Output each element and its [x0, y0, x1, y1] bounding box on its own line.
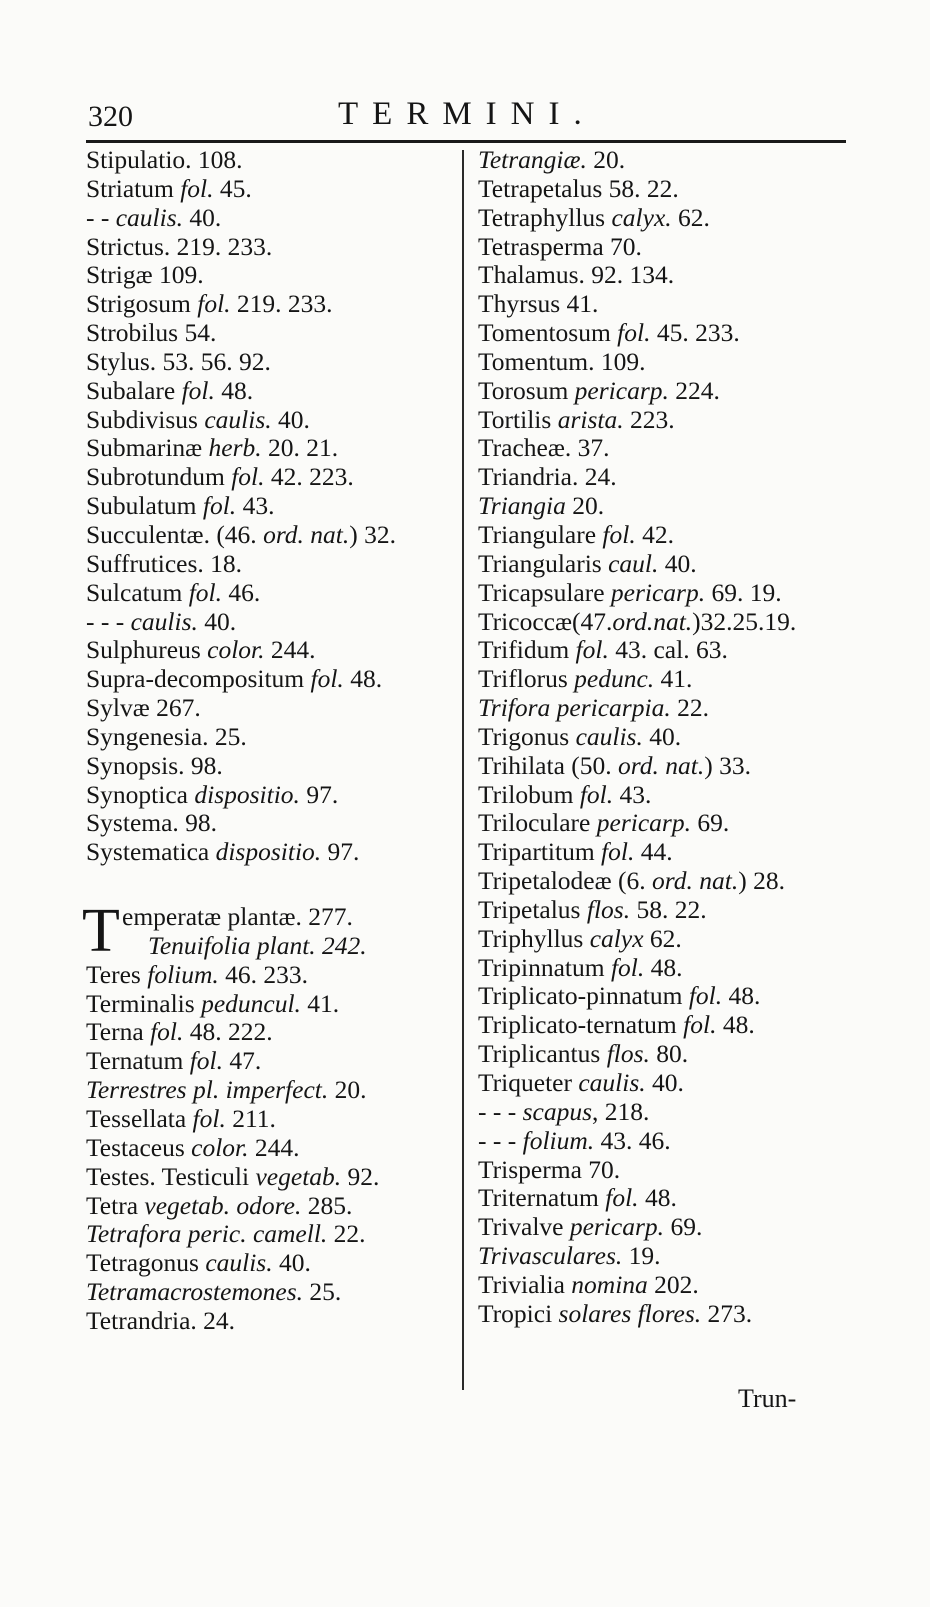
entry-reference: ) 32. [349, 519, 396, 549]
index-entry [478, 377, 850, 406]
entry-qualifier: caulis. [204, 404, 272, 434]
entry-term: Triangulare [478, 519, 603, 549]
entry-qualifier: caul. [608, 548, 659, 578]
entry-reference: 58. 22. [630, 894, 707, 924]
index-entry [86, 175, 458, 204]
index-entry [86, 1249, 458, 1278]
index-entry [86, 1076, 458, 1105]
entry-qualifier: Tetrangiæ. [478, 145, 587, 174]
index-entry [478, 954, 850, 983]
index-entry [86, 636, 458, 665]
entry-reference: ) 33. [704, 750, 751, 780]
entry-qualifier: Tetrafora peric. camell. [86, 1219, 328, 1249]
entry-term: Trihilata (50. [478, 750, 619, 780]
index-entry [478, 233, 850, 262]
entry-term: Trivalve [478, 1212, 570, 1242]
entry-term: Trisperma 70. [478, 1154, 621, 1184]
entry-term: Strigosum [86, 289, 198, 319]
entry-term: Testaceus [86, 1132, 192, 1162]
index-entry [478, 1300, 850, 1329]
entry-qualifier: folium. [522, 1125, 595, 1155]
index-entry [478, 348, 850, 377]
entry-reference: 20. [586, 145, 626, 174]
entry-term: Tetra [86, 1190, 145, 1220]
entry-term: Terminalis [86, 988, 202, 1018]
index-entry [86, 348, 458, 377]
entry-term: Syngenesia. 25. [86, 721, 247, 751]
index-entry [86, 377, 458, 406]
index-entry [478, 1242, 850, 1271]
entry-qualifier: color. [207, 635, 265, 665]
entry-term: Tripartitum [478, 837, 602, 867]
header-rule [86, 140, 846, 143]
entry-term: Tripetalus [478, 894, 587, 924]
entry-term: Systematica [86, 837, 216, 867]
entry-qualifier: pedunc. [574, 664, 655, 694]
entry-reference: 69. [690, 808, 730, 838]
index-entry [86, 1105, 458, 1134]
entry-qualifier: arista. [557, 404, 624, 434]
entry-reference: 97. [299, 779, 339, 809]
entry-qualifier: fol. [197, 289, 231, 319]
entry-qualifier: flos. [586, 894, 631, 924]
index-entry [86, 1163, 458, 1192]
entry-reference: 219. 233. [230, 289, 333, 319]
entry-reference: 202. [647, 1269, 699, 1299]
entry-term: Supra-decompositum [86, 664, 311, 694]
index-entry [478, 1184, 850, 1213]
index-entry [478, 434, 850, 463]
entry-qualifier: ord. nat. [652, 866, 739, 896]
index-entry [86, 233, 458, 262]
entry-qualifier: fol. [181, 375, 215, 405]
entry-reference: 20. [328, 1075, 367, 1105]
entry-qualifier: calyx [589, 923, 644, 953]
entry-term: Tracheæ. 37. [478, 433, 610, 463]
entry-qualifier: fol. [688, 981, 723, 1011]
index-entry [86, 608, 458, 637]
left-column [82, 145, 458, 1336]
entry-reference: 48. [644, 952, 683, 982]
index-entry [86, 809, 458, 838]
entry-reference: 92. [341, 1161, 380, 1191]
entry-term: Thalamus. 92. 134. [478, 260, 675, 290]
entry-reference: 48. [716, 1010, 755, 1040]
entry-term: Submarinæ [86, 433, 209, 463]
entry-reference: 48. [214, 375, 254, 405]
entry-qualifier: fol. [610, 952, 645, 982]
index-entry [86, 990, 458, 1019]
entry-reference: 47. [223, 1046, 262, 1076]
entry-term: Stylus. 53. 56. 92. [86, 346, 271, 376]
index-entry [86, 752, 458, 781]
right-column [478, 146, 850, 1329]
entry-qualifier: ord.nat. [612, 606, 693, 636]
entry-qualifier: ord. nat. [263, 519, 350, 549]
page-number: 320 [88, 100, 133, 133]
index-entry [86, 550, 458, 579]
entry-reference: 46. 233. [218, 959, 309, 989]
entry-reference: 48. [722, 981, 761, 1011]
entry-term: Tripetalodeæ (6. [478, 866, 653, 896]
entry-term: Tortilis [478, 404, 558, 434]
entry-reference: 42. [635, 519, 674, 549]
index-entry [86, 463, 458, 492]
entry-qualifier: peduncul. [201, 988, 301, 1018]
entry-reference: 43. [613, 779, 652, 809]
index-entry [478, 982, 850, 1011]
index-entry [86, 319, 458, 348]
entry-term: Striatum [86, 173, 181, 203]
index-entry [478, 261, 850, 290]
entry-qualifier: pericarp. [574, 375, 669, 405]
entry-term: Thyrsus 41. [478, 289, 599, 319]
entry-term: Trigonus [478, 721, 576, 751]
entry-term: Triangularis [478, 548, 609, 578]
entry-reference: 19. [622, 1241, 661, 1271]
entry-qualifier: solares flores. [558, 1298, 702, 1328]
index-entry [478, 781, 850, 810]
index-entry [478, 1127, 850, 1156]
entry-reference: 40. [271, 404, 310, 434]
entry-qualifier: Trifora pericarpia. [478, 693, 671, 723]
index-entry [86, 781, 458, 810]
entry-reference: 40. [272, 1248, 311, 1278]
entry-qualifier: fol. [188, 577, 222, 607]
entry-reference: 41. [654, 664, 693, 694]
entry-term: Tetraphyllus [478, 202, 612, 232]
entry-term: Succulentæ. (46. [86, 519, 264, 549]
index-entry [86, 694, 458, 723]
entry-term: Triphyllus [478, 923, 590, 953]
entry-reference: 69. 19. [705, 577, 782, 607]
index-entry [478, 1271, 850, 1300]
entry-qualifier: fol. [189, 1046, 224, 1076]
entry-term: Triplicato-ternatum [478, 1010, 684, 1040]
index-entry [478, 838, 850, 867]
index-entry [478, 146, 850, 175]
entry-qualifier: dispositio. [215, 837, 322, 867]
index-entry [478, 1040, 850, 1069]
entry-reference: 20. [565, 491, 605, 521]
index-entry [86, 1192, 458, 1221]
entry-qualifier: fol. [601, 837, 635, 867]
drop-cap-letter: T [82, 897, 120, 966]
index-entry [478, 1213, 850, 1242]
entry-reference: 97. [321, 837, 360, 867]
entry-term: Tropici [478, 1298, 559, 1328]
entry-reference: 211. [225, 1104, 276, 1133]
right-entries-list [478, 146, 850, 1329]
entry-term: Triternatum [478, 1183, 606, 1213]
entry-qualifier: fol. [617, 318, 651, 348]
entry-reference: 43. cal. 63. [608, 635, 728, 665]
entry-qualifier: fol. [180, 173, 214, 203]
index-entry [478, 492, 850, 521]
entry-term: Tomentosum [478, 318, 618, 348]
entry-reference: ) 28. [738, 866, 785, 896]
index-entry [86, 1220, 458, 1249]
left-entries-list [86, 146, 458, 867]
entry-qualifier: dispositio. [194, 779, 300, 809]
entry-term: Strictus. 219. 233. [86, 231, 273, 261]
entry-reference: 224. [668, 375, 720, 405]
entry-reference: 223. [623, 404, 675, 434]
section-t-sub-entry: Tenuifolia plant. 242. [148, 930, 367, 960]
entry-reference: 40. [642, 721, 682, 751]
entry-term: Subulatum [86, 491, 203, 521]
index-entry [478, 1156, 850, 1185]
entry-term: Triqueter [478, 1068, 579, 1097]
index-entry [86, 1278, 458, 1307]
index-entry [478, 290, 850, 319]
entry-term: Triloculare [478, 808, 597, 838]
entry-qualifier: fol. [683, 1010, 717, 1040]
entry-qualifier: Trivasculares. [478, 1241, 623, 1271]
entry-term: - - - [478, 1125, 523, 1155]
page-header [86, 96, 846, 136]
entry-term: Subalare [86, 375, 182, 405]
entry-term: - - [86, 202, 116, 232]
index-entry [86, 838, 458, 867]
index-entry [86, 204, 458, 233]
index-entry [86, 261, 458, 290]
index-entry [478, 925, 850, 954]
entry-term: Subrotundum [86, 462, 232, 492]
entry-term: Synopsis. 98. [86, 750, 223, 780]
entry-qualifier: pericarp. [610, 577, 706, 607]
index-entry [86, 961, 458, 990]
entry-term: Ternatum [86, 1046, 190, 1076]
index-entry [478, 1069, 850, 1098]
entry-term: Tetragonus [86, 1248, 206, 1278]
entry-qualifier: caulis. [130, 606, 198, 636]
entry-term: Tomentum. 109. [478, 346, 646, 376]
index-entry [86, 434, 458, 463]
entry-term: Tripinnatum [478, 952, 611, 982]
entry-reference: 43. [236, 491, 275, 521]
entry-reference: 40. [645, 1068, 684, 1097]
index-entry [86, 1134, 458, 1163]
entry-reference: 45. [213, 173, 252, 203]
entry-term: Strobilus 54. [86, 318, 217, 348]
index-entry [478, 896, 850, 925]
entry-qualifier: caulis. [205, 1248, 273, 1278]
entry-reference: 48. 222. [183, 1017, 273, 1047]
entry-qualifier: flos. [606, 1039, 650, 1069]
entry-qualifier: vegetab. odore. [144, 1190, 302, 1220]
entry-reference: , 218. [592, 1096, 650, 1126]
entry-reference: 42. 223. [264, 462, 354, 492]
entry-term: Trifidum [478, 635, 576, 665]
entry-qualifier: fol. [202, 491, 237, 521]
entry-term: Suffrutices. 18. [86, 548, 243, 578]
index-entry [478, 175, 850, 204]
index-entry [86, 1047, 458, 1076]
entry-term: Triplicantus [478, 1039, 607, 1069]
index-entry [86, 1307, 458, 1336]
index-entry [86, 406, 458, 435]
entry-reference: 62. [671, 202, 710, 232]
entry-term: Trivialia [478, 1269, 572, 1299]
entry-term: Terna [86, 1017, 151, 1047]
index-entry [478, 1098, 850, 1127]
entry-term: - - - [86, 606, 131, 636]
entry-qualifier: herb. [208, 433, 262, 463]
entry-reference: 40. [658, 548, 697, 578]
index-entry [86, 579, 458, 608]
entry-qualifier: Terrestres pl. imperfect. [86, 1075, 329, 1105]
entry-term: Sulcatum [86, 577, 189, 607]
entry-term: Testes. Testiculi [86, 1161, 256, 1191]
entry-reference: 62. [643, 923, 682, 953]
index-entry [478, 608, 850, 637]
entry-reference: 44. [634, 837, 673, 867]
entry-qualifier: color. [191, 1132, 249, 1162]
index-entry [478, 204, 850, 233]
entry-qualifier: fol. [192, 1104, 226, 1133]
entry-term: Triandria. 24. [478, 462, 617, 492]
entry-reference: 40. [183, 202, 222, 232]
index-entry [86, 665, 458, 694]
index-entry [86, 290, 458, 319]
index-entry [478, 550, 850, 579]
entry-term: Tricapsulare [478, 577, 611, 607]
entry-qualifier: caulis. [115, 202, 184, 232]
catchword: Trun- [738, 1384, 797, 1413]
entry-reference: 43. 46. [594, 1125, 671, 1155]
entry-qualifier: scapus [522, 1096, 593, 1126]
running-title: TERMINI. [338, 96, 596, 132]
entry-qualifier: caulis. [575, 721, 643, 751]
index-entry [478, 579, 850, 608]
entry-term: Subdivisus [86, 404, 205, 434]
entry-term: Strigæ 109. [86, 260, 204, 290]
entry-reference: 40. [197, 606, 237, 636]
entry-reference: 25. [303, 1277, 342, 1307]
index-entry [478, 867, 850, 896]
entry-qualifier: nomina [571, 1269, 648, 1299]
index-entry [478, 636, 850, 665]
entry-term: Torosum [478, 375, 575, 405]
entry-term: Triflorus [478, 664, 575, 694]
index-entry [478, 665, 850, 694]
entry-qualifier: pericarp. [596, 808, 691, 838]
index-entry [86, 521, 458, 550]
entry-term: Tricoccæ(47. [478, 606, 613, 636]
index-entry [478, 463, 850, 492]
entry-term: Tessellata [86, 1104, 193, 1133]
entry-qualifier: fol. [579, 779, 614, 809]
entry-qualifier: calyx. [611, 202, 672, 232]
index-entry [86, 146, 458, 175]
entry-term: Tetrapetalus 58. 22. [478, 173, 679, 203]
entry-reference: 45. 233. [650, 318, 740, 348]
index-entry [86, 492, 458, 521]
left-entries-after-list [86, 961, 458, 1336]
entry-reference: 20. 21. [261, 433, 339, 463]
entry-term: Synoptica [86, 779, 195, 809]
entry-qualifier: fol. [575, 635, 609, 665]
entry-term: - - - [478, 1096, 523, 1126]
entry-qualifier: fol. [231, 462, 265, 492]
entry-term: Trilobum [478, 779, 580, 809]
entry-term: Stipulatio. 108. [86, 145, 243, 174]
entry-term: Sylvæ 267. [86, 693, 201, 723]
entry-qualifier: Triangia [478, 491, 566, 521]
entry-term: Systema. 98. [86, 808, 218, 838]
entry-reference: 69. [664, 1212, 703, 1242]
entry-qualifier: fol. [150, 1017, 184, 1047]
entry-term: Tetrandria. 24. [86, 1305, 236, 1335]
entry-reference: 273. [701, 1298, 753, 1328]
entry-qualifier: fol. [602, 519, 636, 549]
entry-qualifier: fol. [605, 1183, 639, 1213]
entry-qualifier: vegetab. [255, 1161, 342, 1191]
section-gap [86, 867, 458, 903]
entry-qualifier: ord. nat. [618, 750, 705, 780]
index-entry [86, 723, 458, 752]
entry-reference: 41. [300, 988, 340, 1018]
entry-term: Sulphureus [86, 635, 208, 665]
entry-reference: 244. [248, 1132, 300, 1162]
entry-reference: 22. [327, 1219, 366, 1249]
entry-term: Triplicato-pinnatum [478, 981, 689, 1011]
index-entry [478, 521, 850, 550]
entry-reference: 48. [343, 664, 383, 694]
entry-qualifier: pericarp. [569, 1212, 665, 1242]
entry-qualifier: caulis. [578, 1068, 646, 1097]
index-entry [478, 406, 850, 435]
entry-reference: 46. [222, 577, 261, 607]
index-entry [478, 1011, 850, 1040]
entry-qualifier: Tetramacrostemones. [86, 1277, 303, 1307]
entry-qualifier: fol. [310, 664, 344, 694]
index-entry [478, 694, 850, 723]
index-entry [478, 319, 850, 348]
entry-reference: 22. [670, 693, 709, 723]
entry-qualifier: folium. [147, 959, 219, 989]
entry-term: Teres [86, 959, 148, 989]
entry-term: Tetrasperma 70. [478, 231, 642, 261]
index-entry [478, 752, 850, 781]
index-entry [478, 809, 850, 838]
index-entry [478, 723, 850, 752]
entry-reference: 48. [638, 1183, 677, 1213]
entry-reference: )32.25.19. [692, 606, 797, 636]
entry-reference: 80. [649, 1039, 689, 1069]
entry-reference: 244. [264, 635, 316, 665]
column-divider [462, 150, 464, 1390]
section-t-first-text: emperatæ plantæ. 277. [122, 902, 353, 932]
entry-reference: 285. [301, 1190, 353, 1220]
index-entry [86, 1018, 458, 1047]
